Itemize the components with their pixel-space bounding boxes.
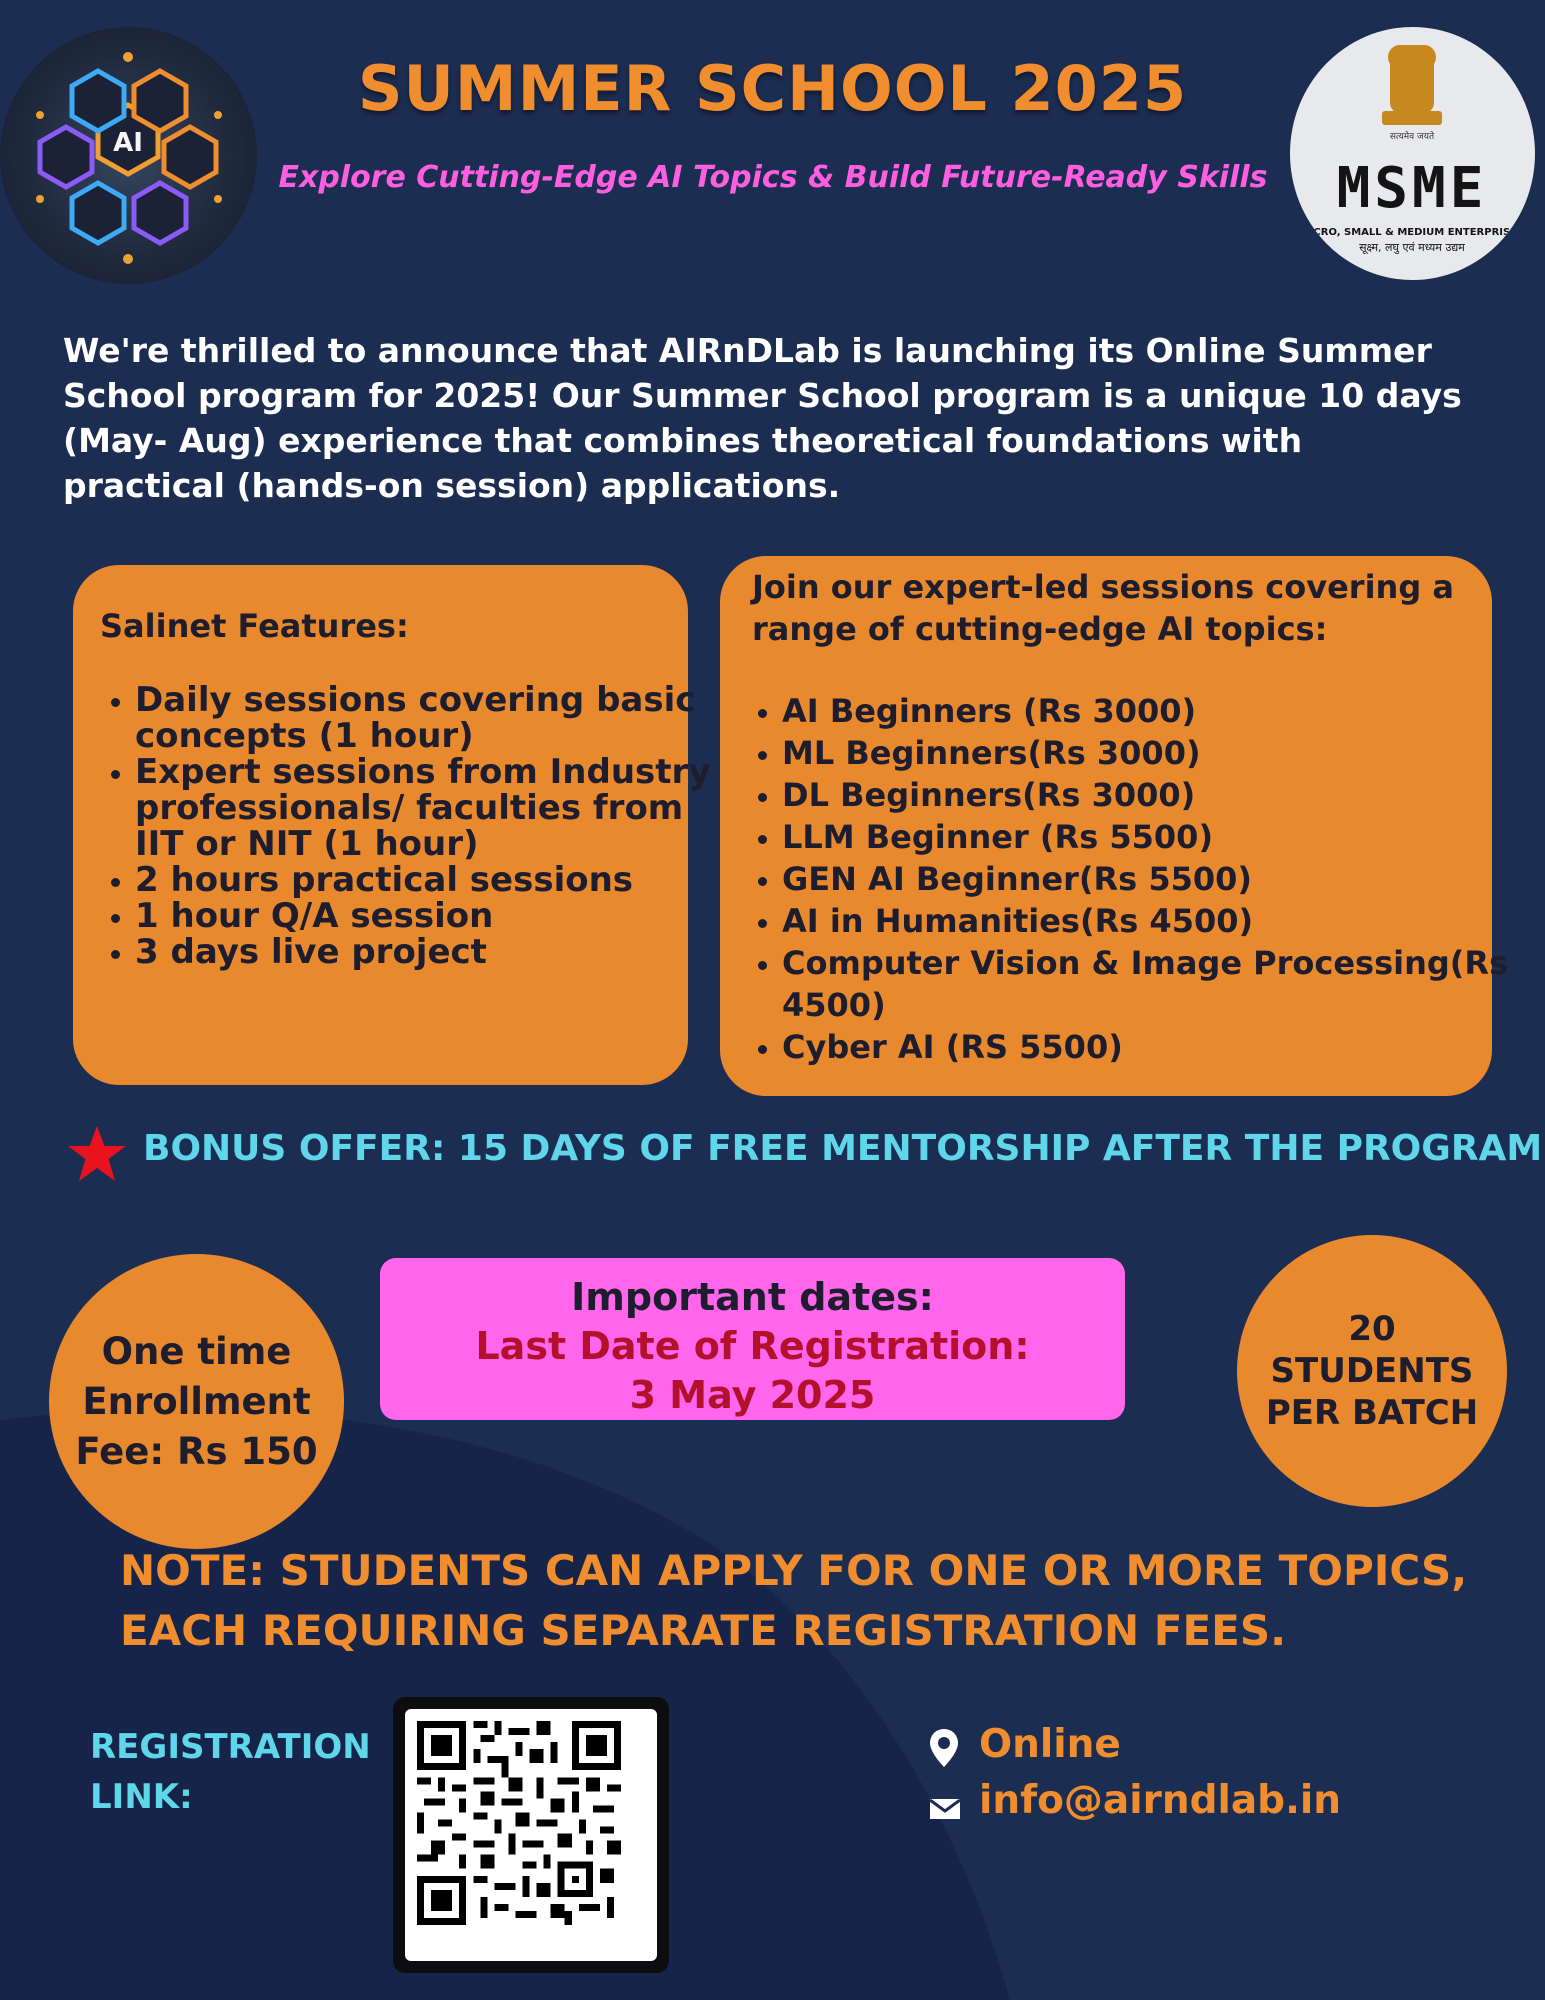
intro-paragraph (63, 328, 1493, 508)
topics-card (720, 556, 1509, 1096)
dates-heading: Important dates: (571, 1275, 934, 1319)
intro-line: We're thrilled to announce that AIRnDLab is launching its Online Summer (63, 331, 1432, 370)
msme-logo (1290, 27, 1535, 280)
intro-line: (May- Aug) experience that combines theoretical foundations with (63, 421, 1303, 460)
fee-line: One time (101, 1329, 292, 1373)
note-line: EACH REQUIRING SEPARATE REGISTRATION FEES. (120, 1606, 1287, 1655)
registration-label-line: REGISTRATION (90, 1727, 371, 1767)
topics-heading: Join our expert-led sessions covering a range of cutting-edge AI topics: (752, 568, 1454, 648)
msme-emblem-icon (1290, 27, 1535, 280)
feature-item: • 3 days live project (135, 934, 725, 970)
fee-line: Fee: Rs 150 (75, 1429, 318, 1473)
contact-email-link[interactable]: info@airndlab.in (979, 1778, 1342, 1823)
registration-label-line: LINK: (90, 1777, 193, 1817)
feature-item: • Daily sessions covering basic concepts (1 hour) (135, 682, 725, 754)
intro-line: practical (hands-on session) applications. (63, 466, 841, 505)
topic-item: • ML Beginners(Rs 3000) (782, 732, 1522, 774)
ai-logo (0, 27, 257, 284)
intro-line: School program for 2025! Our Summer School program is a unique 10 days (63, 376, 1462, 415)
note-line: NOTE: STUDENTS CAN APPLY FOR ONE OR MORE TOPICS, (120, 1546, 1468, 1595)
features-heading: Salinet Features: (100, 607, 409, 645)
registration-label (90, 1722, 371, 1822)
qr-code-icon (417, 1721, 621, 1925)
topic-item: • GEN AI Beginner(Rs 5500) (782, 858, 1522, 900)
ai-hexagon-icon (0, 27, 257, 284)
svg-text:सत्यमेव जयते: सत्यमेव जयते (1389, 132, 1435, 142)
page-subtitle: Explore Cutting-Edge AI Topics & Build Future-Ready Skills (278, 160, 1268, 195)
topics-list (720, 690, 1522, 1068)
note (120, 1541, 1480, 1661)
batch-line: STUDENTS (1270, 1351, 1474, 1391)
feature-item: • 1 hour Q/A session (135, 898, 725, 934)
feature-item: • Expert sessions from Industry professionals/ faculties from IIT or NIT (1 hour) (135, 754, 725, 862)
topic-item: • Computer Vision & Image Processing(Rs 4500) (782, 942, 1522, 1026)
registration-deadline-label: Last Date of Registration: (475, 1324, 1030, 1368)
contact-location: Online (979, 1722, 1121, 1767)
batch-size-badge (1237, 1235, 1507, 1507)
svg-text:सूक्ष्म, लघु एवं मध्यम उद्यम: सूक्ष्म, लघु एवं मध्यम उद्यम (1359, 241, 1465, 254)
features-list (73, 682, 725, 970)
topic-item: • Cyber AI (RS 5500) (782, 1026, 1522, 1068)
topic-item: • LLM Beginner (Rs 5500) (782, 816, 1522, 858)
page-title: SUMMER SCHOOL 2025 (357, 52, 1188, 125)
fee-line: Enrollment (82, 1379, 311, 1423)
registration-deadline-date: 3 May 2025 (629, 1373, 876, 1417)
star-icon (66, 1124, 128, 1184)
svg-text:AI: AI (113, 128, 143, 158)
batch-line: PER BATCH (1265, 1393, 1479, 1433)
batch-line: 20 (1348, 1309, 1396, 1349)
topic-item: • AI in Humanities(Rs 4500) (782, 900, 1522, 942)
registration-qr-code[interactable] (393, 1697, 669, 1973)
mail-icon (929, 1797, 961, 1821)
features-card (73, 565, 711, 1085)
enrollment-fee-badge (49, 1254, 344, 1549)
location-pin-icon (928, 1728, 960, 1768)
svg-text:MICRO, SMALL & MEDIUM ENTERPRI: MICRO, SMALL & MEDIUM ENTERPRISES (1299, 227, 1525, 238)
topic-item: • DL Beginners(Rs 3000) (782, 774, 1522, 816)
svg-text:MSME: MSME (1336, 156, 1488, 221)
bonus-offer: BONUS OFFER: 15 DAYS OF FREE MENTORSHIP AFTER THE PROGRAM (143, 1128, 1543, 1169)
topic-item: • AI Beginners (Rs 3000) (782, 690, 1522, 732)
important-dates-card (380, 1258, 1125, 1420)
feature-item: • 2 hours practical sessions (135, 862, 725, 898)
